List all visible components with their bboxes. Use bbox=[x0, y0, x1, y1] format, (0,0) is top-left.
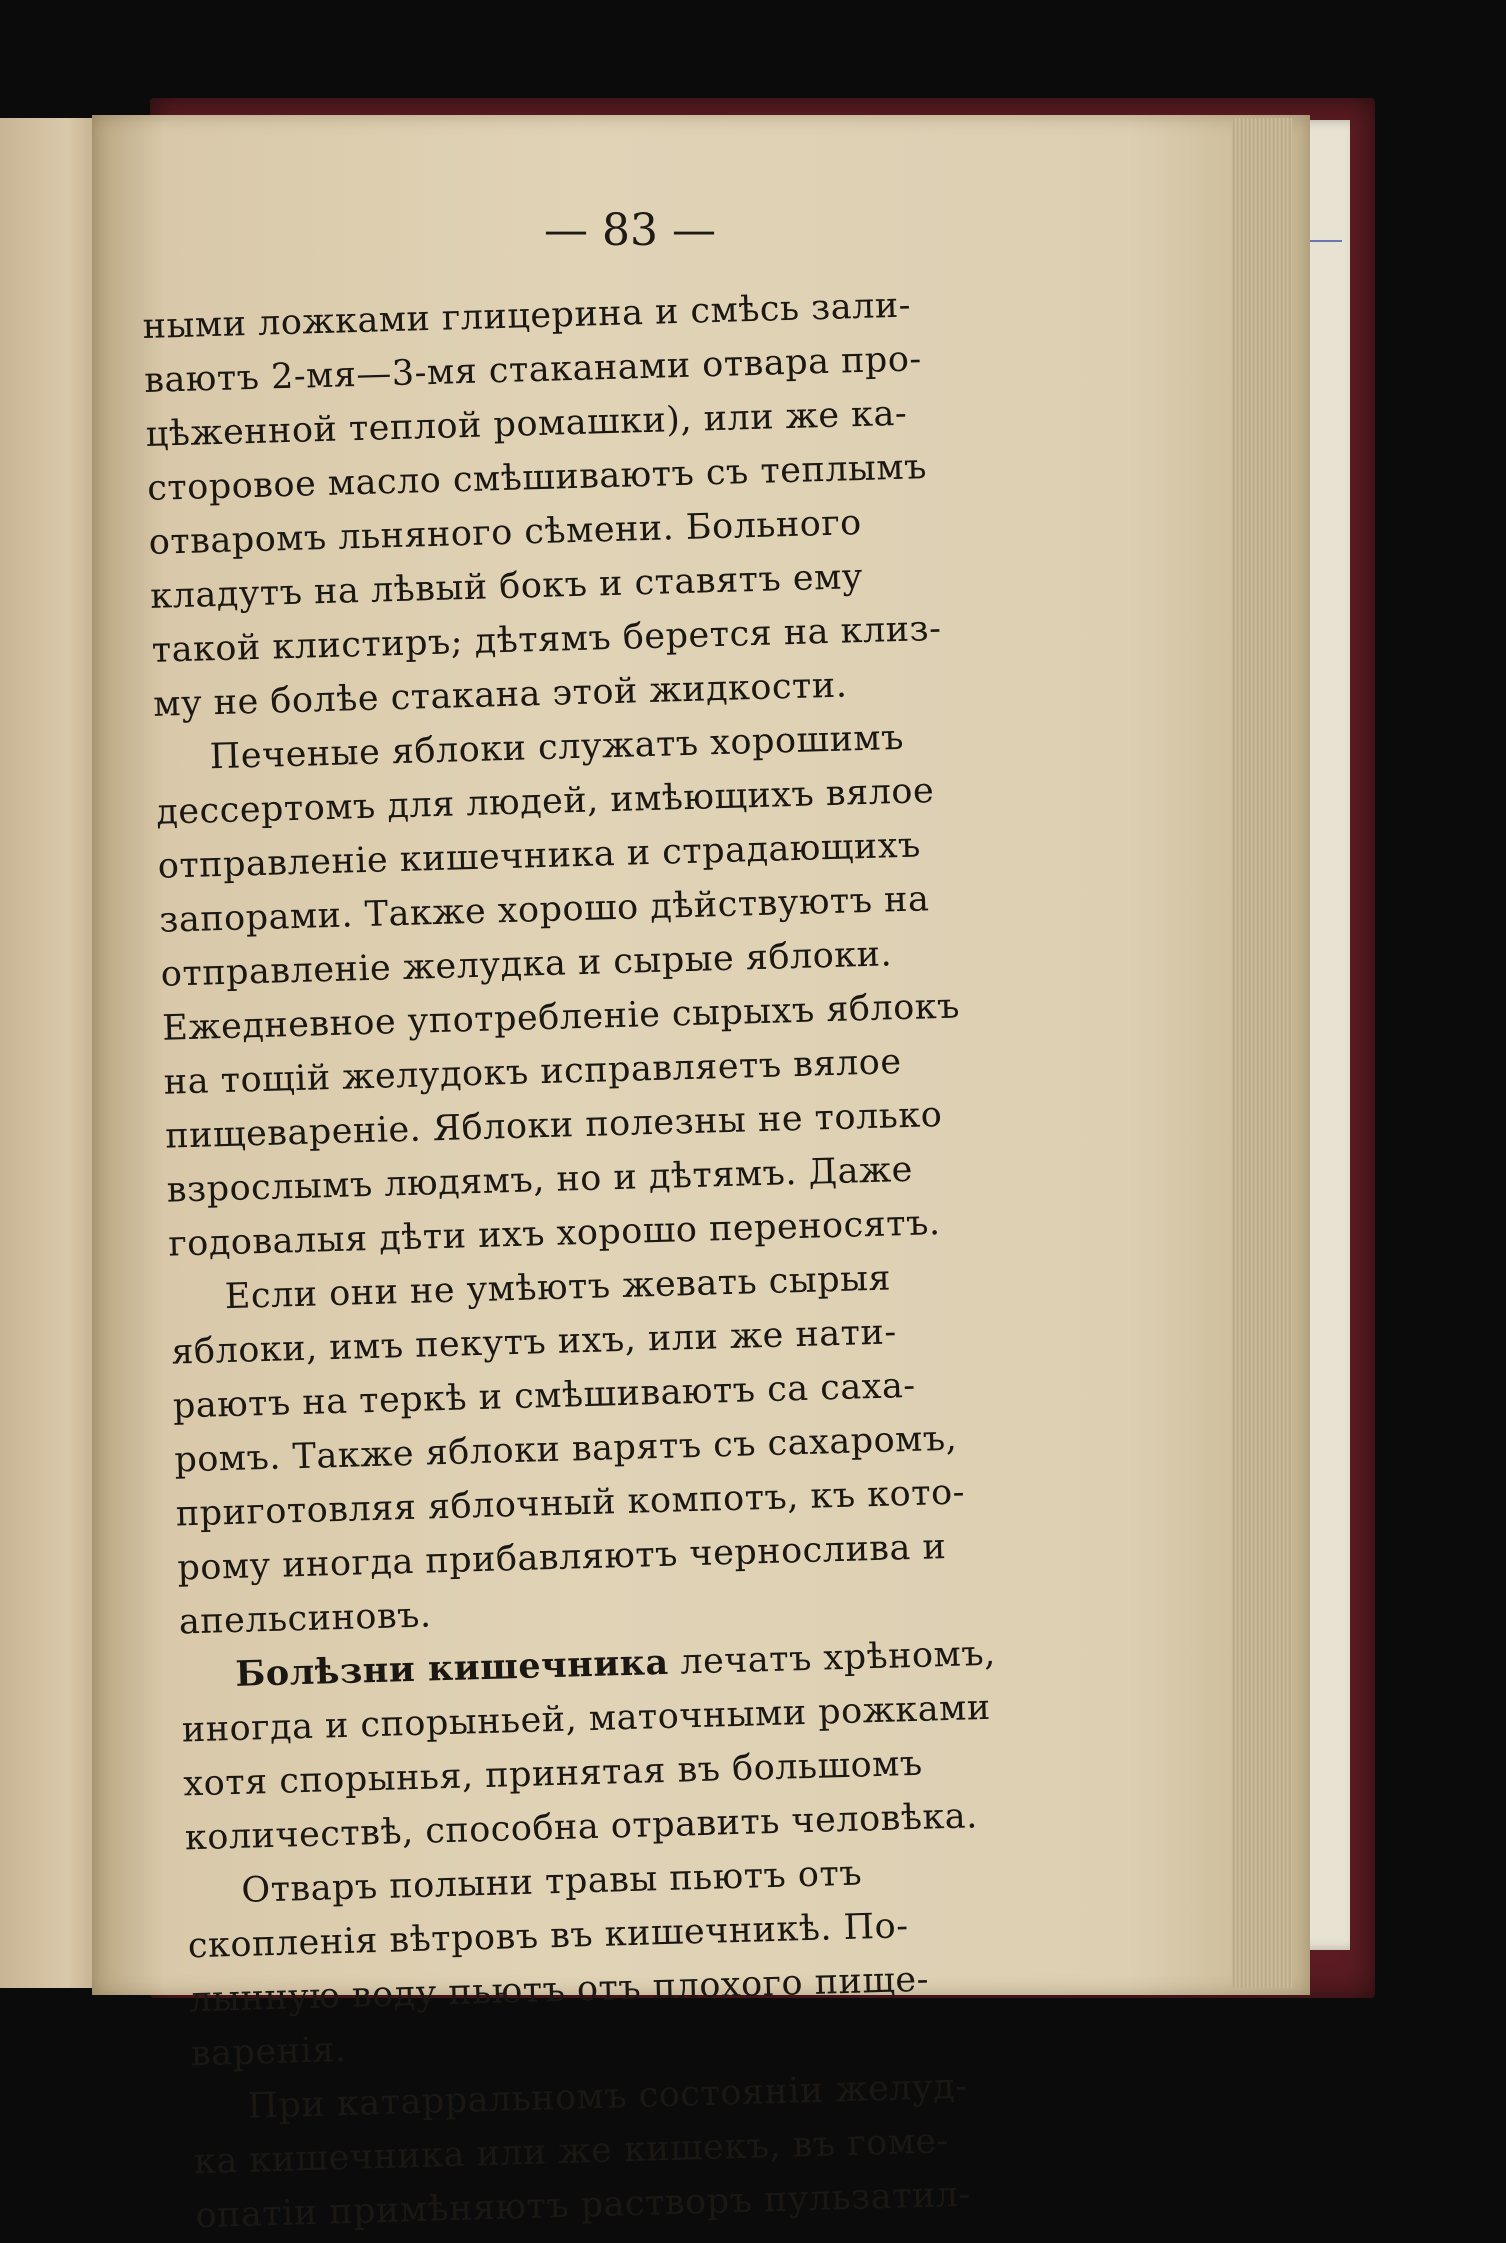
page-block-edges bbox=[1232, 118, 1292, 1988]
text-line: пищевареніе. Яблоки полезны не только bbox=[164, 1094, 943, 1157]
text-line: скопленія вѣтровъ въ кишечникѣ. По- bbox=[187, 1906, 910, 1967]
text-line: варенія. bbox=[190, 2029, 347, 2075]
text-line: му не болѣе стакана этой жидкости. bbox=[152, 665, 848, 725]
text-line: опатіи примѣняютъ растворъ пульзатил- bbox=[194, 2174, 972, 2237]
text-line: ка кишечника или же кишекъ, въ гоме- bbox=[193, 2121, 950, 2183]
paragraph-2 bbox=[154, 706, 1089, 1271]
text-line: приготовляя яблочный компотъ, къ кото- bbox=[175, 1472, 966, 1535]
text-line: ромъ. Также яблоки варятъ съ сахаромъ, bbox=[173, 1418, 958, 1481]
text-line: цѣженной теплой ромашки), или же ка- bbox=[145, 393, 908, 455]
text-line: отправленіе желудка и сырые яблоки. bbox=[160, 934, 893, 995]
text-line: на тощій желудокъ исправляетъ вялое bbox=[163, 1042, 903, 1103]
text-line: ными ложками глицерина и смѣсь зали- bbox=[142, 285, 912, 347]
text-line: количествѣ, способна отравить человѣка. bbox=[184, 1796, 979, 1859]
text-line: дессертомъ для людей, имѣющихъ вялое bbox=[155, 771, 935, 833]
text-line: иногда и спорыньей, маточными рожками bbox=[181, 1687, 992, 1751]
text-line: раютъ на теркѣ и смѣшиваютъ са саха- bbox=[172, 1365, 917, 1427]
bold-lead-term: Болѣзни кишечника bbox=[234, 1641, 670, 1695]
text-line: Если они не умѣютъ жевать сырыя bbox=[224, 1258, 892, 1318]
page-number: — 83 — bbox=[544, 205, 716, 256]
page-text bbox=[142, 274, 1116, 2243]
text-line: Печеные яблоки служатъ хорошимъ bbox=[209, 717, 905, 778]
text-line: Ежедневное употребленіе сырыхъ яблокъ bbox=[161, 986, 961, 1049]
paragraph-3 bbox=[169, 1246, 1099, 1650]
paragraph-5 bbox=[186, 1840, 1112, 2082]
text-line: запорами. Также хорошо дѣйствуютъ на bbox=[158, 879, 930, 941]
paragraph-4 bbox=[180, 1624, 1106, 1866]
text-line: апельсиновъ. bbox=[178, 1595, 433, 1643]
text-line: лечатъ хрѣномъ, bbox=[668, 1633, 997, 1683]
text-line: лынную воду пьютъ отъ плохого пище- bbox=[188, 1959, 930, 2021]
text-line: хотя спорынья, принятая въ большомъ bbox=[182, 1743, 924, 1805]
text-line: кладутъ на лѣвый бокъ и ставятъ ему bbox=[149, 556, 864, 617]
text-line: ваютъ 2-мя—3-мя стаканами отвара про- bbox=[143, 339, 923, 401]
text-line: сторовое масло смѣшиваютъ съ теплымъ bbox=[146, 447, 928, 509]
text-line: отправленіе кишечника и страдающихъ bbox=[157, 825, 922, 887]
paragraph-6 bbox=[192, 2056, 1116, 2243]
text-line: Отваръ полыни травы пьютъ отъ bbox=[240, 1853, 863, 1911]
text-line: отваромъ льняного сѣмени. Больного bbox=[148, 503, 863, 563]
text-line: годовалыя дѣти ихъ хорошо переносятъ. bbox=[167, 1203, 942, 1265]
paragraph-1 bbox=[142, 274, 1074, 732]
text-line: рому иногда прибавляютъ чернослива и bbox=[176, 1527, 947, 1589]
text-line: взрослымъ людямъ, но и дѣтямъ. Даже bbox=[166, 1149, 914, 1211]
text-line: При катарральномъ состояніи желуд- bbox=[246, 2066, 968, 2127]
text-line: яблоки, имъ пекутъ ихъ, или же нати- bbox=[170, 1312, 898, 1373]
text-line: такой клистиръ; дѣтямъ берется на клиз- bbox=[151, 608, 942, 671]
